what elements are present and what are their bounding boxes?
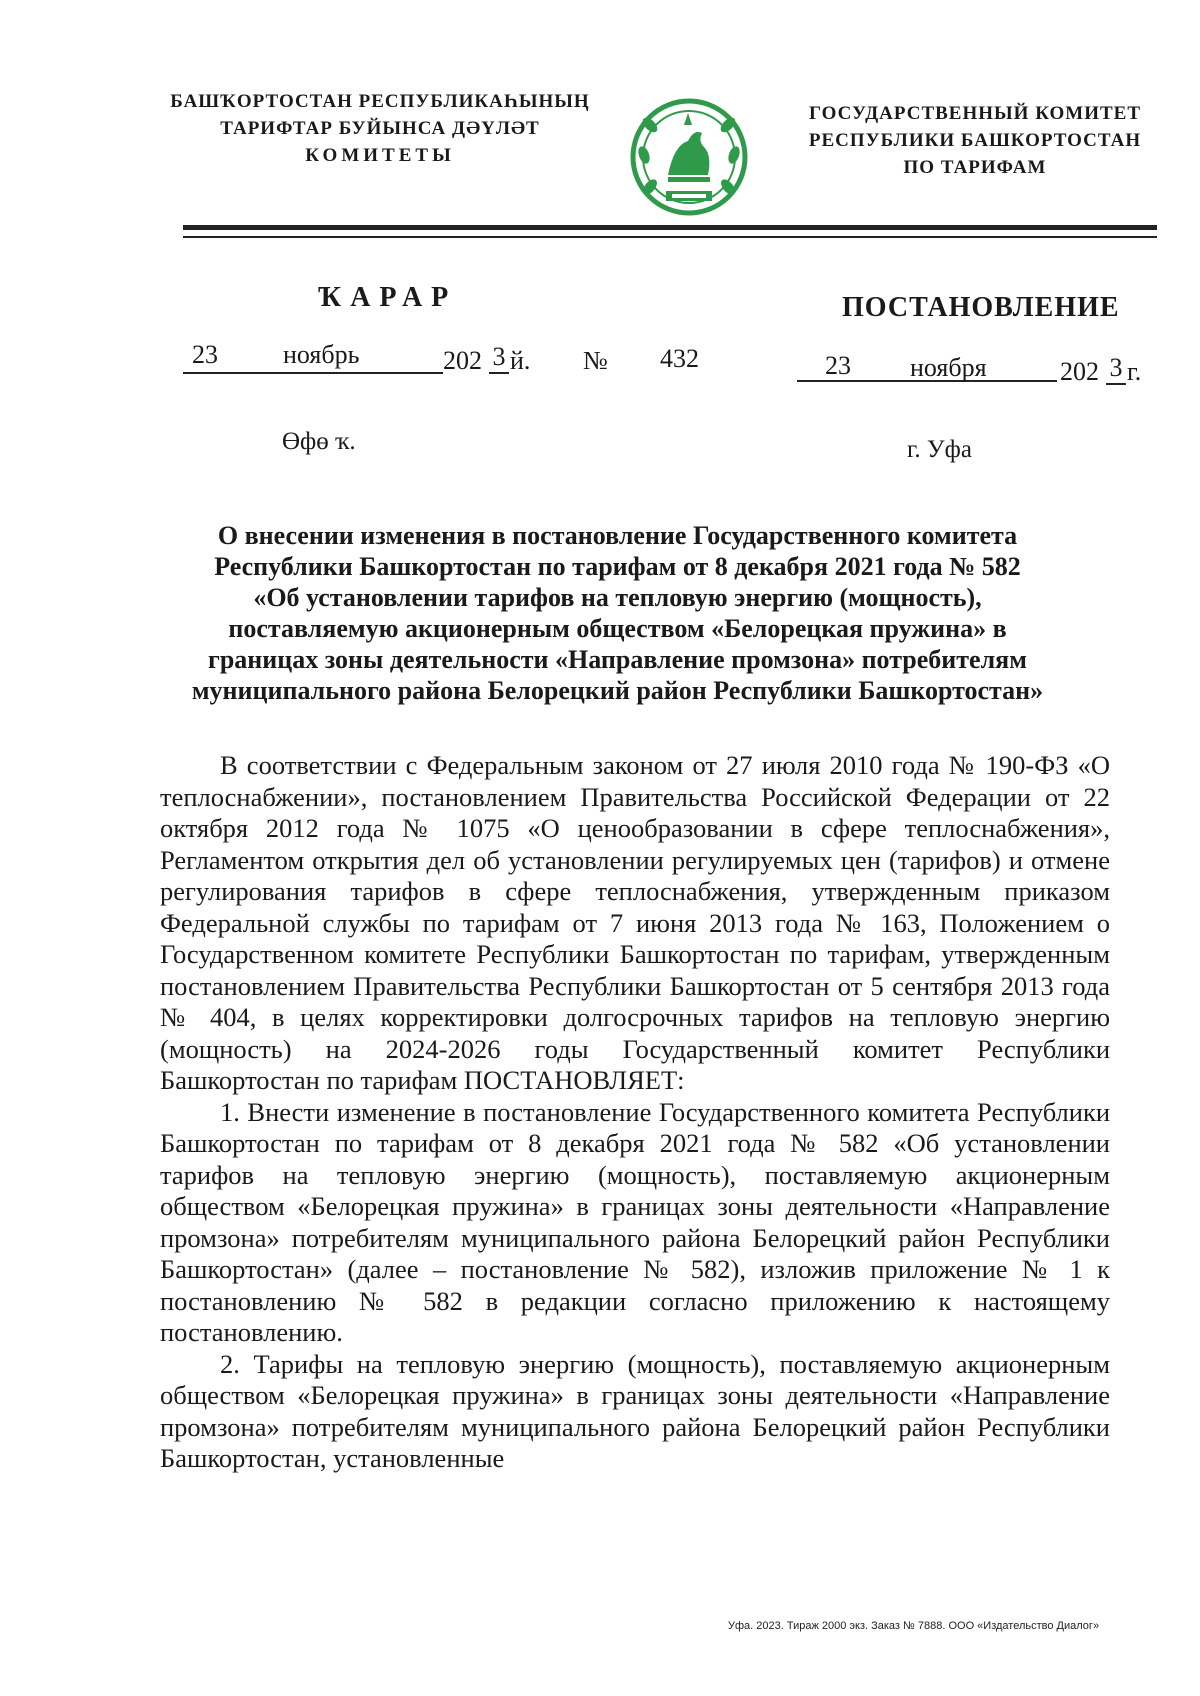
header-left-line-2: ТАРИФТАР БУЙЫНСА ДӘҮЛӘТ: [220, 118, 540, 139]
date-right-year-digit: 3: [1106, 353, 1126, 385]
date-left-suffix: й.: [510, 346, 531, 375]
header-left-org: [170, 88, 590, 169]
document-body: [160, 750, 1110, 1475]
doc-type-left: ҠАРАР: [318, 282, 458, 313]
title-line-3: «Об установлении тарифов на тепловую энергию (мощность),: [253, 583, 982, 612]
title-line-2: Республики Башкортостан по тарифам от 8 декабря 2021 года № 582: [214, 552, 1021, 581]
place-right: г. Уфа: [907, 436, 972, 463]
place-left: Өфө ҡ.: [282, 428, 356, 455]
date-right-suffix: г.: [1127, 357, 1142, 386]
doc-type-right: ПОСТАНОВЛЕНИЕ: [842, 292, 1120, 323]
date-left-underline: [183, 370, 443, 374]
paragraph-item-2: 2. Тарифы на тепловую энергию (мощность), поставляемую акционерным обществом «Белорецкая пружина» в границах зоны деятельности «Направление промзона» потребителям муниципального района Белорецкий район Республики Башкортостан, установленные: [160, 1348, 1110, 1473]
header-right-line-1: ГОСУДАРСТВЕННЫЙ КОМИТЕТ: [808, 103, 1142, 124]
number-sign: №: [583, 346, 608, 375]
date-right-day: 23: [825, 351, 851, 380]
number-value: 432: [660, 344, 699, 373]
header-rule-thick: [183, 225, 1157, 230]
date-left-day: 23: [192, 340, 218, 369]
header-right-line-2: РЕСПУБЛИКИ БАШКОРТОСТАН: [808, 130, 1142, 151]
paragraph-preamble: В соответствии с Федеральным законом от 27 июля 2010 года № 190-ФЗ «О теплоснабжении», постановлением Правительства Российской Федерации от 22 октября 2012 года № 1075 «О ценообразовании в сфере теплоснабжения», Регламентом открытия дел об установлении регулируемых цен (тарифов) и отмене регулирования тарифов в сфере теплоснабжения, утвержденным приказом Федеральной службы по тарифам от 7 июня 2013 года № 163, Положением о Государственном комитете Республики Башкортостан по тарифам, утвержденным постановлением Правительства Республики Башкортостан от 5 сентября 2013 года № 404, в целях корректировки долгосрочных тарифов на тепловую энергию (мощность) на 2024-2026 годы Государственный комитет Республики Башкортостан по тарифам ПОСТАНОВЛЯЕТ:: [160, 750, 1110, 1095]
date-left-month: ноябрь: [283, 340, 360, 369]
date-left-year-digit: 3: [489, 342, 509, 374]
document-title: [150, 520, 1085, 706]
coat-of-arms-icon: [628, 95, 750, 223]
date-right-month: ноября: [910, 353, 987, 382]
paragraph-item-1: 1. Внести изменение в постановление Государственного комитета Республики Башкортостан по тарифам от 8 декабря 2021 года № 582 «Об установлении тарифов на тепловую энергию (мощность), поставляемую акционерным обществом «Белорецкая пружина» в границах зоны деятельности «Направление промзона» потребителям муниципального района Белорецкий район Республики Башкортостан» (далее – постановление № 582), изложив приложение № 1 к постановлению № 582 в редакции согласно приложению к настоящему постановлению.: [160, 1096, 1110, 1347]
header-left-line-3: КОМИТЕТЫ: [305, 145, 455, 166]
print-footer: Уфа. 2023. Тираж 2000 экз. Заказ № 7888. ООО «Издательство Диалог»: [728, 1620, 1100, 1632]
title-line-5: границах зоны деятельности «Направление промзона» потребителям: [208, 645, 1027, 674]
header-rule-thin: [183, 236, 1157, 238]
date-right-year-prefix: 202: [1060, 357, 1099, 386]
header-right-line-3: ПО ТАРИФАМ: [903, 157, 1047, 178]
title-line-6: муниципального района Белорецкий район Республики Башкортостан»: [191, 676, 1044, 705]
date-left-year-prefix: 202: [443, 346, 482, 375]
header-left-line-1: БАШҠОРТОСТАН РЕСПУБЛИКАҺЫНЫҢ: [170, 91, 590, 112]
title-line-4: поставляемую акционерным обществом «Белорецкая пружина» в: [228, 614, 1007, 643]
title-line-1: О внесении изменения в постановление Государственного комитета: [217, 521, 1018, 550]
header-right-org: [775, 100, 1175, 181]
